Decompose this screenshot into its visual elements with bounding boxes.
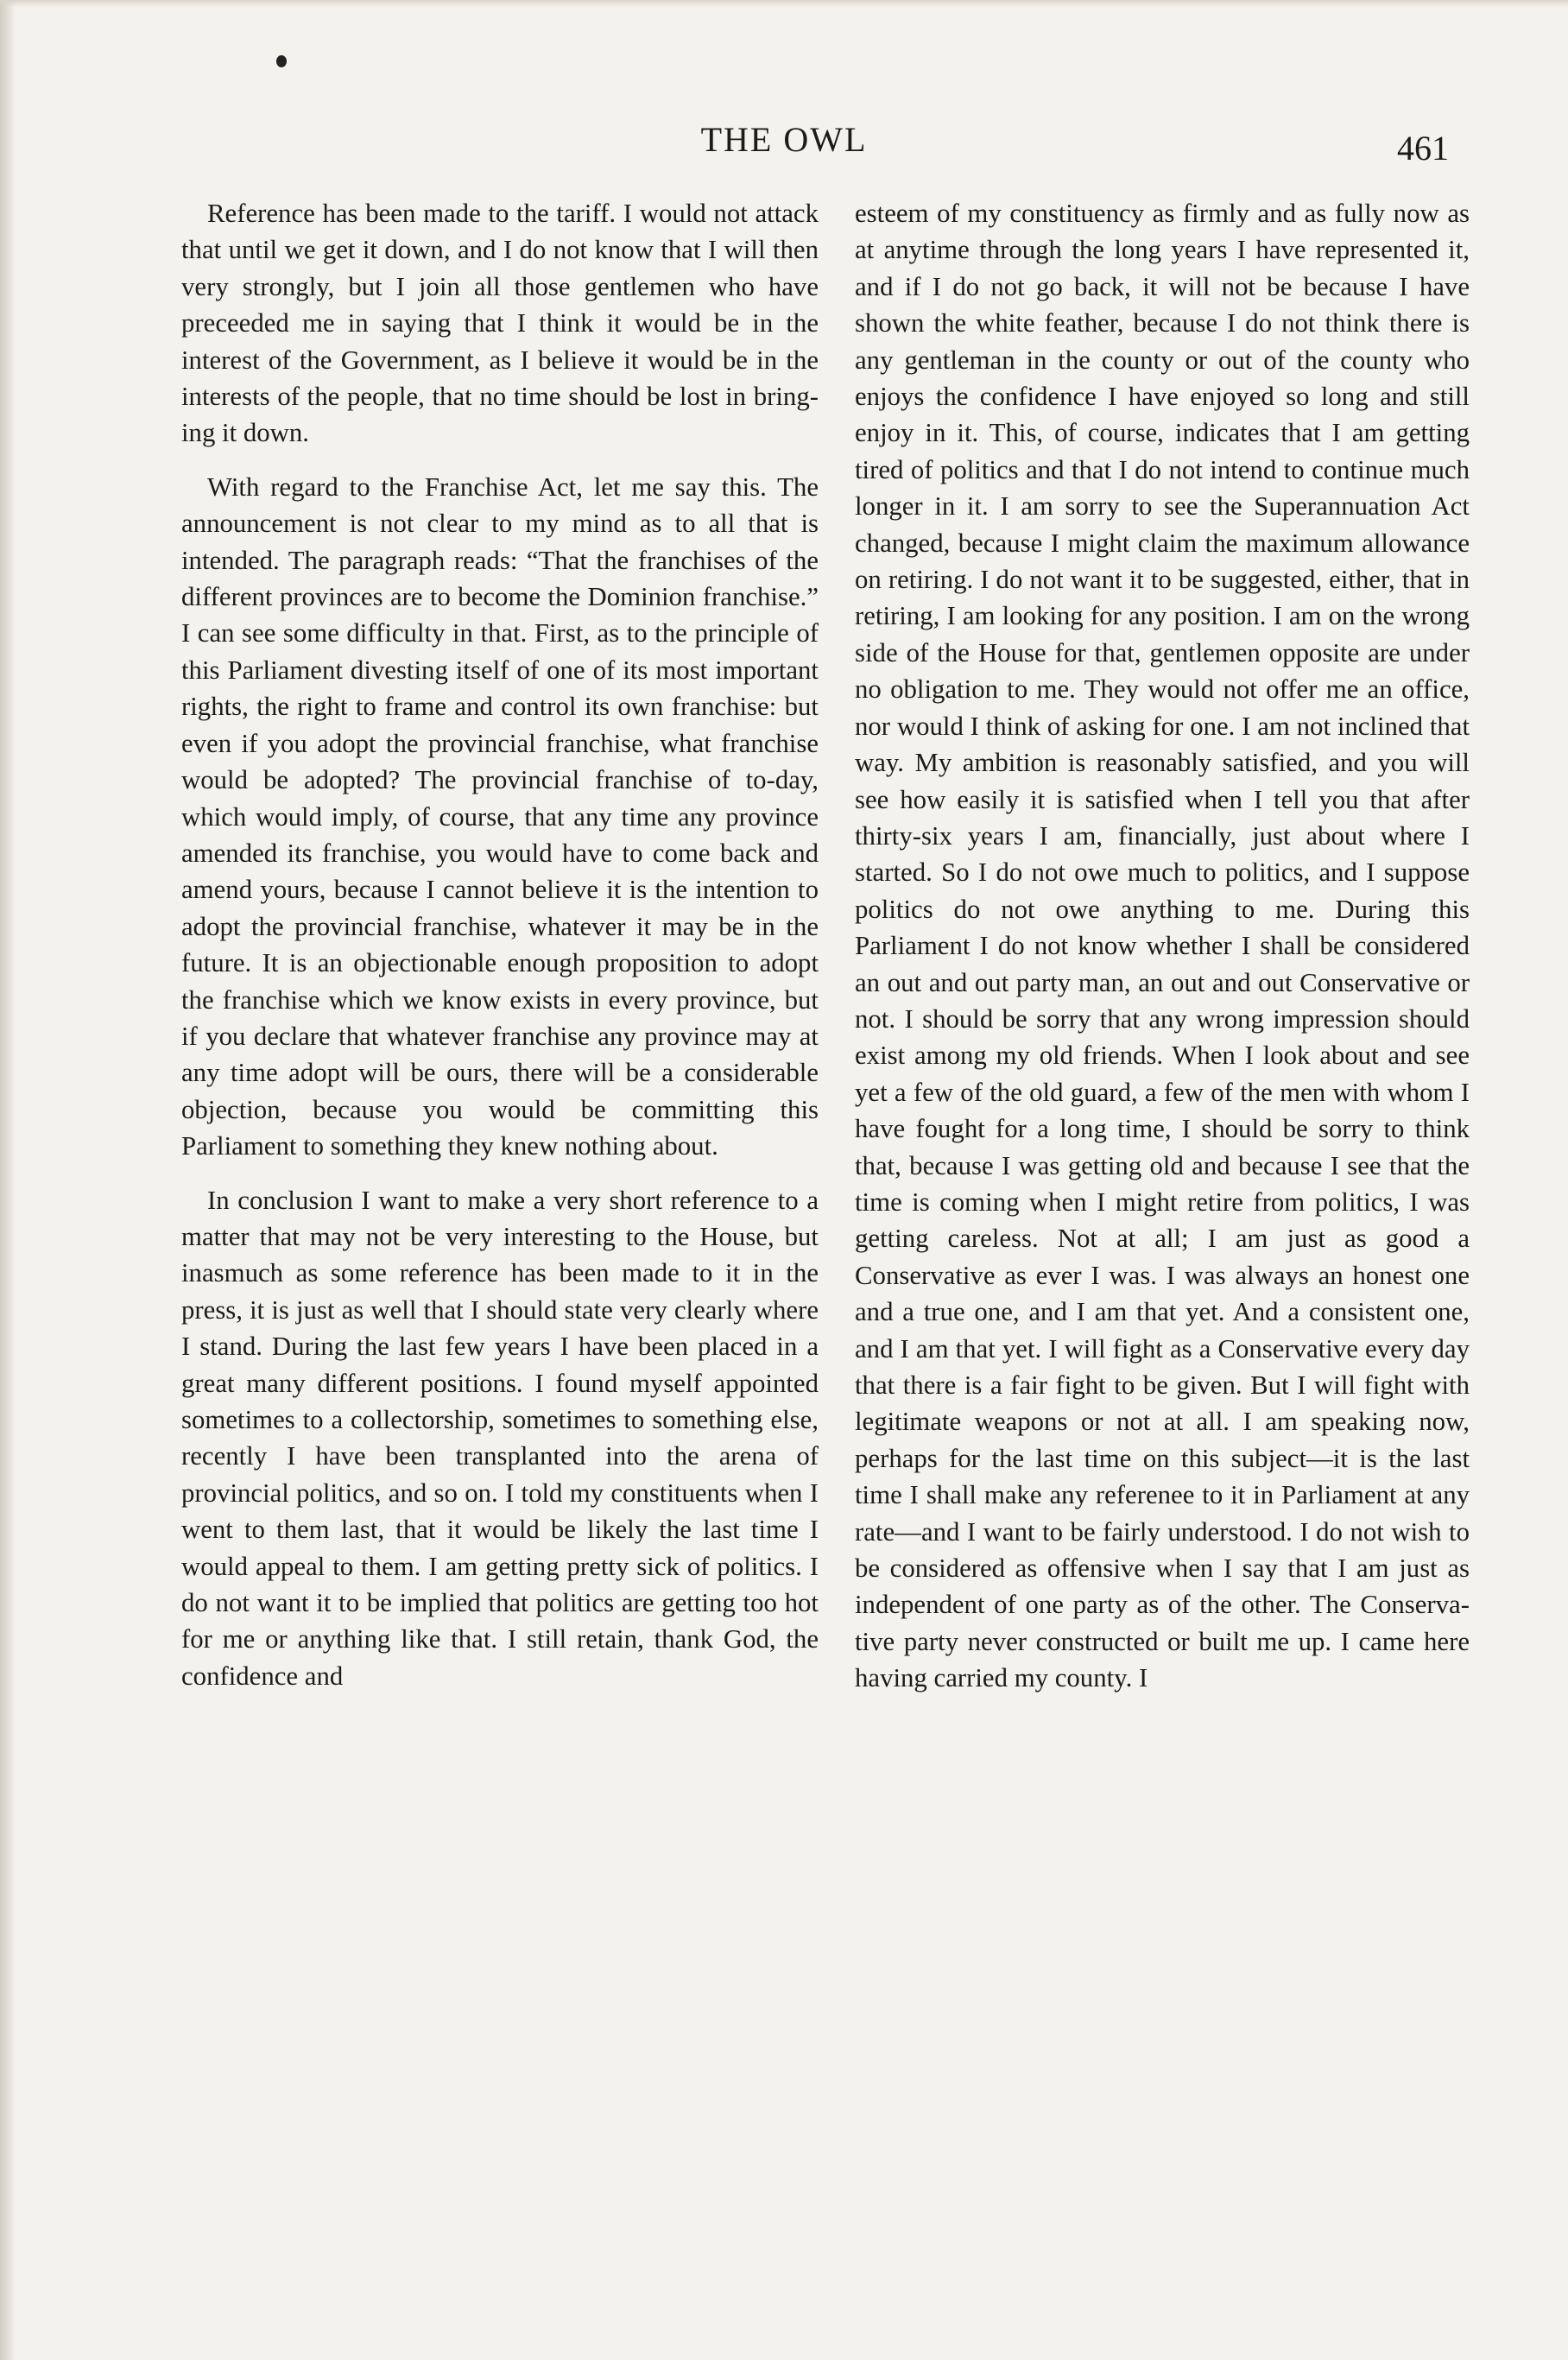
left-column xyxy=(181,195,819,1711)
ink-speck xyxy=(276,55,287,67)
paragraph-constituency: esteem of my constituency as firmly and as fully now as at anytime through the long years I have represented it, and if I do not go back, it will not be because I have shown the white feather, because I do not think there is any gentleman in the county or out of the county who enjoys the confidence I have enjoyed so long and still enjoy in it. This, of course, indicates that I am getting tired of politics and that I do not intend to continue much longer in it. I am sorry to see the Superannuation Act changed, because I might claim the maximum allowance on retiring. I do not want it to be suggested, either, that in retiring, I am looking for any position. I am on the wrong side of the House for that, gentlemen opposite are under no obligation to me. They would not offer me an office, nor would I think of asking for one. I am not inclined that way. My ambition is reasonably satisfied, and you will see how easily it is satisfied when I tell you that after thirty-six years I am, financially, just about where I started. So I do not owe much to politics, and I suppose politics do not owe anything to me. During this Parliament I do not know whether I shall be considered an out and out party man, an out and out Conservative or not. I should be sorry that any wrong impression should exist among my old friends. When I look about and see yet a few of the old guard, a few of the men with whom I have fought for a long time, I should be sorry to think that, because I was getting old and because I see that the time is coming when I might retire from politics, I was getting careless. Not at all; I am just as good a Conservative as ever I was. I was always an honest one and a true one, and I am that yet. And a consistent one, and I am that yet. I will fight as a Conservative every day that there is a fair fight to be given. But I will fight with legitimate weapons or not at all. I am speaking now, perhaps for the last time on this subject—it is the last time I shall make any referenee to it in Parliament at any rate—and I want to be fairly understood. I do not wish to be considered as offensive when I say that I am just as independent of one party as of the other. The Conservative party never constructed or built me up. I came here having carried my county. I xyxy=(855,199,1470,1693)
paragraph-franchise-act: With regard to the Franchise Act, let me say this. The announcement is not clear to my mind as to all that is intended. The paragraph reads: “That the franchises of the different provinces are to become the Dominion franchise.” I can see some difficulty in that. First, as to the principle of this Parliament divesting itself of one of its most important rights, the right to frame and control its own franchise: but even if you adopt the provincial franchise, what franchise would be adopted? The provincial franchise of to-day, which would imply, of course, that any time any province amended its franchise, you would have to come back and amend yours, because I cannot believe it is the intention to adopt the provincial franchise, whatever it may be in the future. It is an objectionable enough proposition to adopt the franchise which we know exists in every province, but if you declare that whatever franchise any province may at any time adopt will be ours, there will be a considerable objection, because you would be committing this Parliament to something they knew nothing about. xyxy=(181,471,819,1161)
scan-top-edge xyxy=(0,0,1568,7)
paragraph-tariff: Reference has been made to the tariff. I would not attack that until we get it down, and I do not know that I will then very strongly, but I join all those gentlemen who have preceeded me in saying that I think it would be in the interest of the Government, as I believe it would be in the interests of the people, that no time should be lost in bringing it down. xyxy=(181,199,819,448)
paragraph-conclusion: In conclusion I want to make a very short reference to a matter that may not be very interesting to the House, but inasmuch as some reference has been made to it in the press, it is just as well that I should state very clearly where I stand. During the last few years I have been placed in a great many different positions. I found myself appointed sometimes to a collectorship, sometimes to something else, recently I have been transplanted into the arena of provincial politics, and so on. I told my constituents when I went to them last, that it would be likely the last time I would appeal to them. I am getting pretty sick of politics. I do not want it to be implied that politics are getting too hot for me or anything like that. I still retain, thank God, the confidence and xyxy=(181,1185,819,1691)
scan-edge-shadow xyxy=(0,0,16,2360)
running-head: THE OWL xyxy=(700,120,868,159)
right-column xyxy=(855,195,1470,1714)
page-number: 461 xyxy=(1397,129,1449,168)
